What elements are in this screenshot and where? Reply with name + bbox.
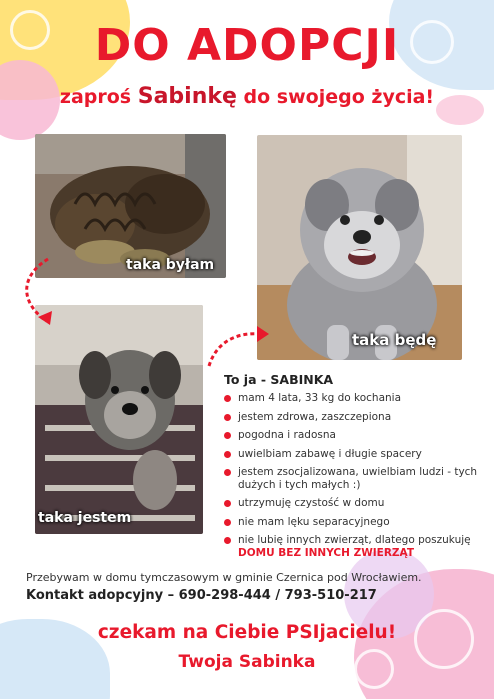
- arrow-right-icon: [205, 322, 275, 372]
- trait-item: nie mam lęku separacyjnego: [224, 516, 486, 529]
- trait-item: pogodna i radosna: [224, 429, 486, 442]
- poster-subtitle: [0, 84, 494, 109]
- trait-item: mam 4 lata, 33 kg do kochania: [224, 392, 486, 405]
- subtitle-text: zaproś: [59, 86, 138, 108]
- traits-list: [224, 392, 486, 559]
- photo-now: [35, 305, 203, 534]
- caption-now: taka jestem: [38, 510, 132, 526]
- trait-item: jestem zdrowa, zaszczepiona: [224, 411, 486, 424]
- caption-future: taka będę: [352, 331, 437, 349]
- trait-item: uwielbiam zabawę i długie spacery: [224, 448, 486, 461]
- poster-title: DO ADOPCJI: [94, 20, 400, 71]
- photo-future: [257, 135, 462, 360]
- trait-item: [224, 534, 486, 559]
- trait-highlight: DOMU BEZ INNYCH ZWIERZĄT: [238, 546, 415, 559]
- closing-line: czekam na Ciebie PSIjacielu!: [97, 622, 397, 643]
- info-heading: To ja - SABINKA: [224, 372, 334, 387]
- trait-text: nie lubię innych zwierząt, dlatego poszukuję: [238, 534, 471, 546]
- trait-item: jestem zsocjalizowana, uwielbiam ludzi - tych dużych i tych małych :): [224, 466, 486, 491]
- foster-home-note: Przebywam w domu tymczasowym w gminie Czernica pod Wrocławiem.: [26, 571, 422, 584]
- caption-before: taka byłam: [126, 257, 215, 273]
- arrow-down-icon: [12, 255, 72, 335]
- subtitle-text-end: do swojego życia!: [236, 86, 435, 108]
- trait-item: utrzymuję czystość w domu: [224, 497, 486, 510]
- subtitle-dog-name: Sabinkę: [137, 84, 237, 109]
- dog-info: [224, 372, 486, 565]
- adoption-contact: Kontakt adopcyjny – 690-298-444 / 793-510-217: [26, 588, 377, 603]
- signature-line: Twoja Sabinka: [178, 652, 316, 672]
